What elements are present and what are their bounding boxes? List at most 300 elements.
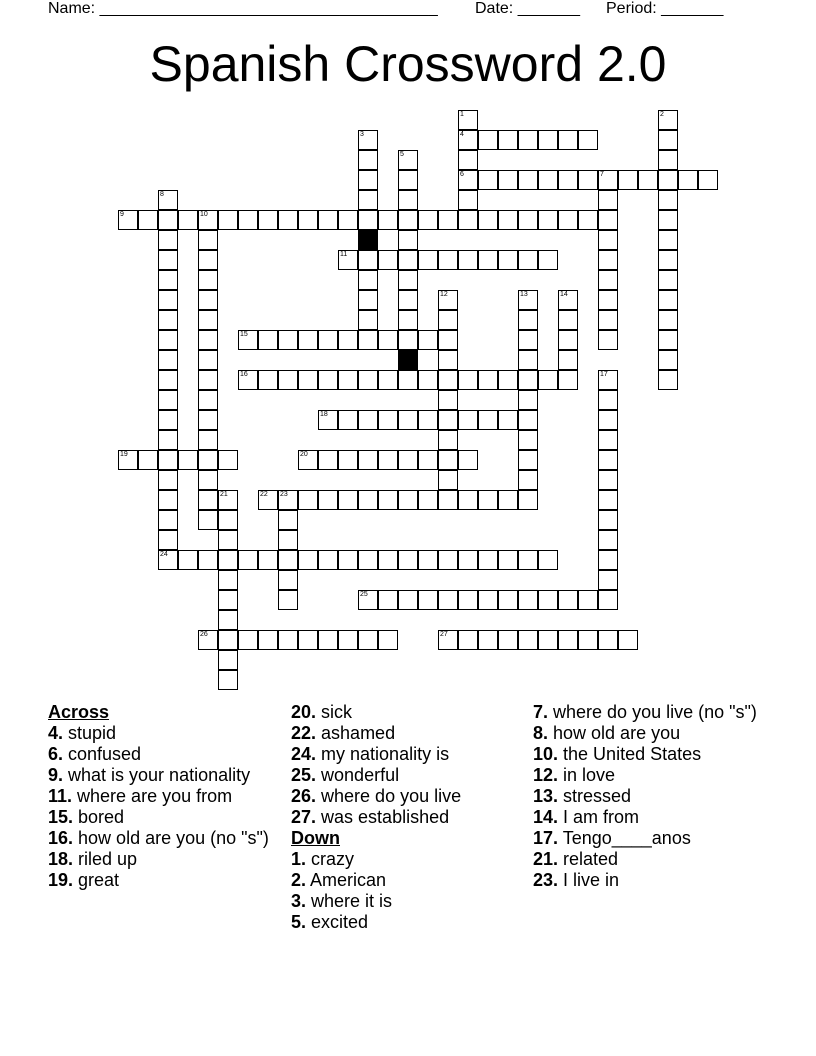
- grid-cell[interactable]: [458, 590, 478, 610]
- grid-cell[interactable]: [158, 490, 178, 510]
- grid-cell[interactable]: [198, 330, 218, 350]
- grid-cell[interactable]: [498, 170, 518, 190]
- period-field[interactable]: Period: _______: [606, 0, 724, 17]
- grid-cell[interactable]: [418, 550, 438, 570]
- grid-cell[interactable]: [338, 250, 358, 270]
- grid-cell[interactable]: [518, 350, 538, 370]
- grid-cell[interactable]: [658, 210, 678, 230]
- grid-cell[interactable]: [198, 470, 218, 490]
- grid-cell[interactable]: [378, 590, 398, 610]
- grid-cell[interactable]: [518, 310, 538, 330]
- grid-cell[interactable]: [418, 450, 438, 470]
- grid-cell[interactable]: [298, 210, 318, 230]
- grid-cell[interactable]: [658, 370, 678, 390]
- grid-cell[interactable]: [198, 510, 218, 530]
- grid-cell[interactable]: [598, 210, 618, 230]
- grid-cell[interactable]: [398, 550, 418, 570]
- grid-cell[interactable]: [158, 470, 178, 490]
- grid-cell[interactable]: [478, 550, 498, 570]
- grid-cell[interactable]: [598, 330, 618, 350]
- grid-cell[interactable]: [278, 490, 298, 510]
- grid-cell[interactable]: [298, 550, 318, 570]
- grid-cell[interactable]: [218, 650, 238, 670]
- grid-cell[interactable]: [558, 330, 578, 350]
- grid-cell[interactable]: [518, 550, 538, 570]
- grid-cell[interactable]: [358, 330, 378, 350]
- grid-cell[interactable]: [478, 170, 498, 190]
- grid-cell[interactable]: [198, 210, 218, 230]
- grid-cell[interactable]: [138, 210, 158, 230]
- grid-cell[interactable]: [598, 470, 618, 490]
- grid-cell[interactable]: [658, 350, 678, 370]
- grid-cell[interactable]: [478, 490, 498, 510]
- grid-cell[interactable]: [598, 450, 618, 470]
- grid-cell[interactable]: [458, 550, 478, 570]
- grid-cell[interactable]: [318, 410, 338, 430]
- grid-cell[interactable]: [278, 510, 298, 530]
- grid-cell[interactable]: [398, 210, 418, 230]
- grid-cell[interactable]: [598, 250, 618, 270]
- grid-cell[interactable]: [358, 550, 378, 570]
- grid-cell[interactable]: [158, 410, 178, 430]
- grid-cell[interactable]: [218, 510, 238, 530]
- grid-cell[interactable]: [378, 630, 398, 650]
- grid-cell[interactable]: [598, 630, 618, 650]
- grid-cell[interactable]: [558, 130, 578, 150]
- grid-cell[interactable]: [358, 250, 378, 270]
- grid-cell[interactable]: [598, 370, 618, 390]
- grid-cell[interactable]: [198, 430, 218, 450]
- grid-cell[interactable]: [378, 330, 398, 350]
- grid-cell[interactable]: [318, 370, 338, 390]
- grid-cell[interactable]: [398, 250, 418, 270]
- grid-cell[interactable]: [598, 410, 618, 430]
- grid-cell[interactable]: [358, 410, 378, 430]
- cell-number: 6: [460, 171, 464, 178]
- grid-cell[interactable]: [238, 210, 258, 230]
- grid-cell[interactable]: [318, 490, 338, 510]
- grid-cell[interactable]: [518, 370, 538, 390]
- grid-cell[interactable]: [558, 370, 578, 390]
- grid-cell[interactable]: [658, 250, 678, 270]
- grid-cell[interactable]: [398, 490, 418, 510]
- grid-cell[interactable]: [458, 250, 478, 270]
- grid-cell[interactable]: [398, 230, 418, 250]
- grid-cell[interactable]: [218, 550, 238, 570]
- grid-cell[interactable]: [198, 250, 218, 270]
- grid-cell[interactable]: [558, 210, 578, 230]
- clue-text: stupid: [63, 723, 117, 743]
- grid-cell[interactable]: [438, 290, 458, 310]
- grid-cell[interactable]: [358, 450, 378, 470]
- grid-cell[interactable]: [518, 210, 538, 230]
- grid-cell[interactable]: [518, 410, 538, 430]
- clue-text: sick: [316, 702, 353, 722]
- grid-cell[interactable]: [158, 370, 178, 390]
- grid-cell[interactable]: [358, 310, 378, 330]
- grid-cell[interactable]: [158, 430, 178, 450]
- grid-cell[interactable]: [498, 590, 518, 610]
- grid-cell[interactable]: [498, 210, 518, 230]
- grid-cell[interactable]: [518, 290, 538, 310]
- grid-cell[interactable]: [458, 370, 478, 390]
- grid-cell[interactable]: [378, 450, 398, 470]
- grid-cell[interactable]: [658, 130, 678, 150]
- grid-cell[interactable]: [518, 630, 538, 650]
- grid-cell[interactable]: [398, 170, 418, 190]
- grid-cell[interactable]: [198, 450, 218, 470]
- grid-cell[interactable]: [398, 410, 418, 430]
- grid-cell[interactable]: [598, 390, 618, 410]
- grid-cell[interactable]: [158, 290, 178, 310]
- grid-cell[interactable]: [438, 450, 458, 470]
- grid-cell[interactable]: [418, 410, 438, 430]
- grid-cell[interactable]: [538, 550, 558, 570]
- grid-cell[interactable]: [478, 410, 498, 430]
- grid-cell[interactable]: [178, 550, 198, 570]
- grid-cell[interactable]: [438, 550, 458, 570]
- grid-cell[interactable]: [278, 330, 298, 350]
- grid-cell[interactable]: [598, 530, 618, 550]
- grid-cell[interactable]: [558, 350, 578, 370]
- grid-cell[interactable]: [578, 130, 598, 150]
- grid-cell[interactable]: [438, 470, 458, 490]
- grid-cell[interactable]: [158, 550, 178, 570]
- grid-cell[interactable]: [398, 190, 418, 210]
- grid-cell[interactable]: [258, 330, 278, 350]
- grid-cell[interactable]: [218, 590, 238, 610]
- clue-number: 2.: [291, 870, 307, 890]
- grid-cell[interactable]: [658, 170, 678, 190]
- grid-cell[interactable]: [698, 170, 718, 190]
- grid-cell[interactable]: [458, 630, 478, 650]
- grid-cell[interactable]: [338, 450, 358, 470]
- grid-cell[interactable]: [398, 450, 418, 470]
- grid-cell[interactable]: [438, 370, 458, 390]
- grid-cell[interactable]: [658, 150, 678, 170]
- grid-cell[interactable]: [498, 550, 518, 570]
- grid-cell[interactable]: [278, 370, 298, 390]
- grid-cell[interactable]: [598, 230, 618, 250]
- grid-cell[interactable]: [638, 170, 658, 190]
- grid-cell[interactable]: [378, 550, 398, 570]
- grid-cell[interactable]: [618, 630, 638, 650]
- grid-cell[interactable]: [578, 590, 598, 610]
- grid-cell[interactable]: [238, 630, 258, 650]
- grid-cell[interactable]: [318, 330, 338, 350]
- grid-cell[interactable]: [478, 210, 498, 230]
- grid-cell[interactable]: [358, 290, 378, 310]
- grid-cell[interactable]: [178, 450, 198, 470]
- grid-cell[interactable]: [258, 490, 278, 510]
- grid-cell[interactable]: [438, 410, 458, 430]
- grid-cell[interactable]: [198, 310, 218, 330]
- grid-cell[interactable]: [198, 390, 218, 410]
- grid-cell[interactable]: [538, 630, 558, 650]
- grid-cell[interactable]: [158, 390, 178, 410]
- grid-cell[interactable]: [598, 170, 618, 190]
- grid-cell[interactable]: [198, 410, 218, 430]
- grid-cell[interactable]: [198, 230, 218, 250]
- grid-cell[interactable]: [478, 130, 498, 150]
- grid-cell[interactable]: [278, 590, 298, 610]
- grid-cell[interactable]: [218, 630, 238, 650]
- grid-cell[interactable]: [298, 370, 318, 390]
- grid-cell[interactable]: [558, 590, 578, 610]
- grid-cell[interactable]: [558, 630, 578, 650]
- grid-cell[interactable]: [538, 170, 558, 190]
- grid-cell[interactable]: [498, 370, 518, 390]
- grid-cell[interactable]: [438, 630, 458, 650]
- grid-cell[interactable]: [338, 630, 358, 650]
- cell-number: 18: [320, 411, 328, 418]
- grid-cell[interactable]: [118, 210, 138, 230]
- grid-cell[interactable]: [238, 550, 258, 570]
- grid-cell[interactable]: [518, 490, 538, 510]
- grid-cell[interactable]: [158, 510, 178, 530]
- grid-cell[interactable]: [438, 350, 458, 370]
- grid-cell[interactable]: [158, 450, 178, 470]
- grid-cell[interactable]: [418, 330, 438, 350]
- grid-cell[interactable]: [158, 310, 178, 330]
- grid-cell[interactable]: [438, 490, 458, 510]
- grid-cell[interactable]: [238, 370, 258, 390]
- grid-cell[interactable]: [298, 490, 318, 510]
- grid-cell[interactable]: [598, 310, 618, 330]
- grid-cell[interactable]: [598, 490, 618, 510]
- grid-cell[interactable]: [398, 590, 418, 610]
- grid-cell[interactable]: [658, 270, 678, 290]
- grid-cell[interactable]: [398, 310, 418, 330]
- grid-cell[interactable]: [478, 590, 498, 610]
- grid-cell[interactable]: [278, 210, 298, 230]
- grid-cell[interactable]: [618, 170, 638, 190]
- grid-cell[interactable]: [258, 550, 278, 570]
- grid-cell[interactable]: [158, 270, 178, 290]
- grid-cell[interactable]: [158, 230, 178, 250]
- grid-cell[interactable]: [198, 350, 218, 370]
- grid-cell[interactable]: [298, 330, 318, 350]
- grid-cell[interactable]: [398, 150, 418, 170]
- grid-cell[interactable]: [198, 270, 218, 290]
- date-field[interactable]: Date: _______: [475, 0, 580, 17]
- grid-cell[interactable]: [518, 430, 538, 450]
- grid-cell[interactable]: [558, 310, 578, 330]
- grid-cell[interactable]: [598, 290, 618, 310]
- grid-cell[interactable]: [458, 450, 478, 470]
- grid-cell[interactable]: [518, 590, 538, 610]
- grid-cell[interactable]: [298, 630, 318, 650]
- grid-cell[interactable]: [158, 330, 178, 350]
- grid-cell[interactable]: [198, 490, 218, 510]
- grid-cell[interactable]: [338, 490, 358, 510]
- grid-cell[interactable]: [338, 550, 358, 570]
- grid-cell[interactable]: [458, 150, 478, 170]
- grid-cell[interactable]: [218, 530, 238, 550]
- grid-cell[interactable]: [398, 370, 418, 390]
- grid-cell[interactable]: [478, 250, 498, 270]
- grid-cell[interactable]: [278, 570, 298, 590]
- grid-cell[interactable]: [438, 390, 458, 410]
- grid-cell[interactable]: [438, 590, 458, 610]
- grid-cell[interactable]: [518, 470, 538, 490]
- grid-cell[interactable]: [458, 170, 478, 190]
- grid-cell[interactable]: [558, 170, 578, 190]
- grid-cell[interactable]: [218, 450, 238, 470]
- clue-item: [533, 723, 768, 744]
- grid-cell[interactable]: [358, 270, 378, 290]
- grid-cell[interactable]: [418, 370, 438, 390]
- grid-cell[interactable]: [518, 170, 538, 190]
- grid-cell[interactable]: [198, 630, 218, 650]
- grid-cell[interactable]: [498, 410, 518, 430]
- grid-cell[interactable]: [418, 590, 438, 610]
- grid-cell[interactable]: [358, 190, 378, 210]
- grid-cell[interactable]: [218, 610, 238, 630]
- grid-cell[interactable]: [498, 490, 518, 510]
- grid-cell[interactable]: [278, 550, 298, 570]
- grid-cell[interactable]: [198, 290, 218, 310]
- grid-cell[interactable]: [338, 330, 358, 350]
- clue-column-1: [48, 702, 283, 891]
- grid-cell[interactable]: [598, 590, 618, 610]
- grid-cell[interactable]: [178, 210, 198, 230]
- grid-cell[interactable]: [158, 530, 178, 550]
- grid-cell[interactable]: [358, 590, 378, 610]
- grid-cell[interactable]: [658, 330, 678, 350]
- grid-cell[interactable]: [118, 450, 138, 470]
- grid-cell[interactable]: [258, 630, 278, 650]
- grid-cell[interactable]: [318, 450, 338, 470]
- grid-cell[interactable]: [438, 310, 458, 330]
- grid-cell[interactable]: [598, 430, 618, 450]
- grid-cell[interactable]: [538, 250, 558, 270]
- grid-cell[interactable]: [438, 330, 458, 350]
- grid-cell[interactable]: [398, 330, 418, 350]
- grid-cell[interactable]: [358, 370, 378, 390]
- grid-cell[interactable]: [218, 670, 238, 690]
- grid-cell[interactable]: [438, 430, 458, 450]
- grid-cell[interactable]: [598, 510, 618, 530]
- grid-cell[interactable]: [498, 130, 518, 150]
- grid-cell[interactable]: [378, 410, 398, 430]
- grid-cell[interactable]: [578, 170, 598, 190]
- grid-cell[interactable]: [658, 310, 678, 330]
- grid-cell[interactable]: [578, 630, 598, 650]
- grid-cell[interactable]: [518, 450, 538, 470]
- grid-cell[interactable]: [258, 210, 278, 230]
- grid-cell[interactable]: [478, 370, 498, 390]
- grid-cell[interactable]: [538, 130, 558, 150]
- grid-cell[interactable]: [498, 630, 518, 650]
- grid-cell[interactable]: [598, 270, 618, 290]
- grid-cell[interactable]: [538, 590, 558, 610]
- grid-cell[interactable]: [458, 190, 478, 210]
- clue-item: [291, 765, 526, 786]
- grid-cell[interactable]: [378, 250, 398, 270]
- grid-cell[interactable]: [338, 210, 358, 230]
- grid-cell[interactable]: [598, 190, 618, 210]
- grid-cell[interactable]: [458, 110, 478, 130]
- grid-cell[interactable]: [498, 250, 518, 270]
- grid-cell[interactable]: [438, 250, 458, 270]
- grid-cell[interactable]: [658, 290, 678, 310]
- grid-cell[interactable]: [338, 370, 358, 390]
- grid-cell[interactable]: [418, 210, 438, 230]
- grid-cell[interactable]: [318, 630, 338, 650]
- grid-cell[interactable]: [458, 410, 478, 430]
- grid-cell[interactable]: [658, 190, 678, 210]
- cell-number: 11: [340, 251, 348, 258]
- grid-cell[interactable]: [678, 170, 698, 190]
- grid-cell[interactable]: [358, 630, 378, 650]
- grid-cell[interactable]: [458, 490, 478, 510]
- grid-cell[interactable]: [158, 190, 178, 210]
- grid-cell[interactable]: [518, 250, 538, 270]
- grid-cell[interactable]: [198, 550, 218, 570]
- grid-cell[interactable]: [598, 570, 618, 590]
- grid-cell[interactable]: [238, 330, 258, 350]
- grid-cell[interactable]: [518, 330, 538, 350]
- grid-cell[interactable]: [518, 130, 538, 150]
- grid-cell[interactable]: [278, 530, 298, 550]
- grid-cell[interactable]: [598, 550, 618, 570]
- grid-cell[interactable]: [198, 370, 218, 390]
- grid-cell[interactable]: [278, 630, 298, 650]
- grid-cell[interactable]: [418, 490, 438, 510]
- grid-cell[interactable]: [358, 150, 378, 170]
- grid-cell[interactable]: [218, 210, 238, 230]
- grid-cell[interactable]: [458, 130, 478, 150]
- grid-cell[interactable]: [358, 210, 378, 230]
- grid-cell[interactable]: [218, 490, 238, 510]
- grid-cell[interactable]: [298, 450, 318, 470]
- grid-cell[interactable]: [378, 210, 398, 230]
- grid-cell[interactable]: [218, 570, 238, 590]
- grid-cell[interactable]: [158, 350, 178, 370]
- grid-cell[interactable]: [418, 250, 438, 270]
- clue-heading: Down: [291, 828, 340, 848]
- grid-cell[interactable]: [318, 210, 338, 230]
- grid-cell[interactable]: [438, 210, 458, 230]
- grid-cell[interactable]: [378, 490, 398, 510]
- grid-cell[interactable]: [478, 630, 498, 650]
- grid-cell[interactable]: [518, 390, 538, 410]
- grid-cell[interactable]: [658, 230, 678, 250]
- grid-cell[interactable]: [458, 210, 478, 230]
- grid-cell[interactable]: [158, 210, 178, 230]
- grid-cell[interactable]: [398, 270, 418, 290]
- grid-cell[interactable]: [338, 410, 358, 430]
- name-field[interactable]: Name: ______________________________________: [48, 0, 438, 17]
- grid-cell[interactable]: [358, 490, 378, 510]
- grid-cell[interactable]: [538, 210, 558, 230]
- grid-cell[interactable]: [258, 370, 278, 390]
- grid-cell[interactable]: [358, 170, 378, 190]
- grid-cell[interactable]: [538, 370, 558, 390]
- black-cell: [358, 230, 378, 250]
- grid-cell[interactable]: [658, 110, 678, 130]
- grid-cell[interactable]: [578, 210, 598, 230]
- grid-cell[interactable]: [398, 290, 418, 310]
- grid-cell[interactable]: [318, 550, 338, 570]
- grid-cell[interactable]: [558, 290, 578, 310]
- clue-item: [533, 849, 768, 870]
- grid-cell[interactable]: [158, 250, 178, 270]
- grid-cell[interactable]: [358, 130, 378, 150]
- grid-cell[interactable]: [138, 450, 158, 470]
- grid-cell[interactable]: [378, 370, 398, 390]
